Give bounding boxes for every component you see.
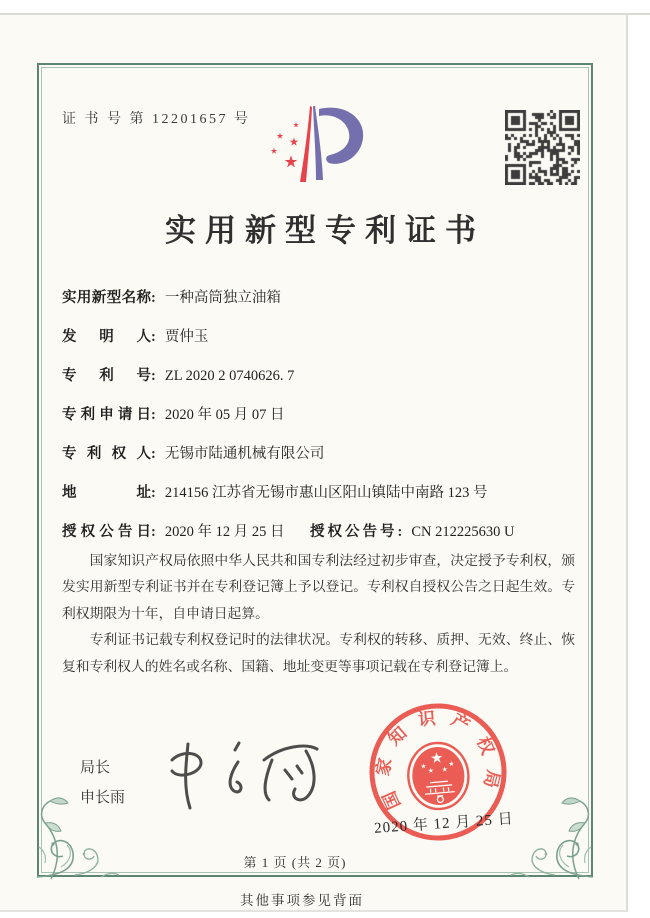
field-row — [62, 325, 208, 346]
field-colon: : — [151, 407, 156, 423]
scan-paper-edge — [626, 13, 628, 910]
director-signature — [148, 736, 328, 822]
field-colon: : — [151, 446, 156, 462]
field-row — [62, 442, 324, 463]
field-colon: : — [151, 368, 156, 384]
page-number: 第 1 页 (共 2 页) — [243, 855, 347, 870]
field-colon: : — [151, 485, 156, 501]
field-colon: : — [151, 524, 156, 540]
field-label: 地址 — [62, 485, 151, 501]
field-label: 发明人 — [62, 329, 151, 345]
grant-row — [62, 520, 515, 541]
grant-date-value: 2020 年 12 月 25 日 — [164, 524, 285, 540]
legal-text — [62, 548, 575, 680]
signer-block — [80, 753, 125, 813]
field-row — [62, 364, 294, 385]
scan-paper-edge — [0, 13, 650, 15]
field-label: 专利权人 — [62, 446, 151, 462]
back-note: 其他事项参见背面 — [240, 893, 364, 908]
grant-no-label: 授权公告号 — [310, 524, 398, 540]
signer-title: 局长 — [80, 759, 111, 776]
field-colon: : — [151, 329, 156, 345]
scan-paper-edge — [0, 910, 628, 912]
certificate-paper — [0, 15, 626, 910]
field-colon: : — [151, 290, 156, 306]
qr-code — [505, 110, 580, 185]
signer-name: 申长雨 — [80, 789, 126, 806]
field-row — [62, 286, 281, 307]
legal-paragraph: 国家知识产权局依照中华人民共和国专利法经过初步审查，决定授予专利权，颁发实用新型专利证书并在专利登记簿上予以登记。专利权自授权公告之日起生效。专利权期限为十年，自申请日起算。 — [62, 553, 575, 621]
field-value: 贾仲玉 — [164, 329, 209, 345]
certificate-title: 实用新型专利证书 — [165, 213, 485, 248]
field-value: 214156 江苏省无锡市惠山区阳山镇陆中南路 123 号 — [164, 485, 488, 501]
certificate-number: 证 书 号 第 12201657 号 — [62, 112, 251, 127]
field-colon: : — [397, 524, 403, 540]
cnipa-logo-icon — [266, 100, 370, 192]
field-value: 无锡市陆通机械有限公司 — [164, 446, 325, 462]
seal-text: 国家知识产权局 — [372, 706, 504, 813]
seal-date: 2020 年 12 月 25 日 — [373, 811, 515, 837]
field-row — [62, 481, 487, 502]
field-label: 专利号 — [62, 368, 151, 384]
legal-paragraph: 专利证书记载专利权登记时的法律状况。专利权的转移、质押、无效、终止、恢复和专利权人的姓名或名称、国籍、地址变更等事项记载在专利登记簿上。 — [62, 632, 575, 674]
grant-date-label: 授权公告日 — [62, 524, 151, 540]
field-value: 2020 年 05 月 07 日 — [164, 407, 285, 423]
field-label: 专利申请日 — [62, 407, 151, 423]
field-row — [62, 403, 284, 424]
field-label: 实用新型名称 — [62, 290, 151, 306]
field-value: 一种高筒独立油箱 — [164, 290, 281, 306]
field-value: ZL 2020 2 0740626. 7 — [164, 368, 295, 384]
grant-no-value: CN 212225630 U — [411, 524, 515, 540]
